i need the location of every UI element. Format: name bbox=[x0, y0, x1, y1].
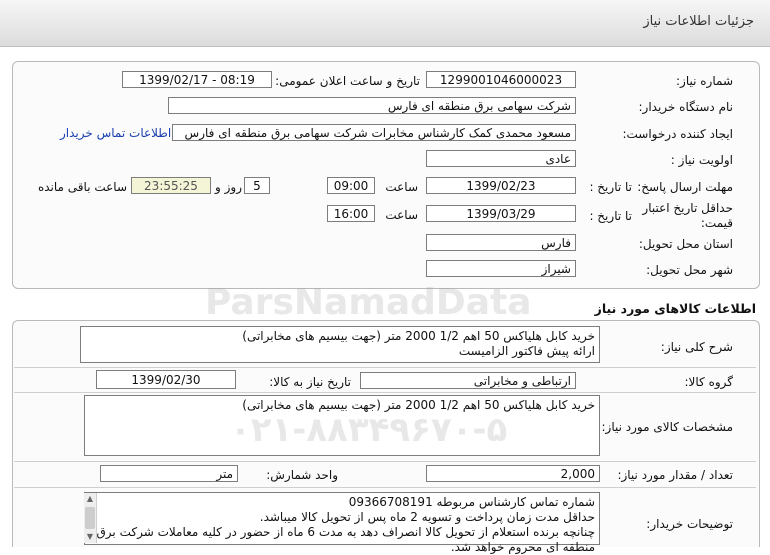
scroll-thumb[interactable] bbox=[85, 507, 95, 529]
deadline-time-field: 09:00 bbox=[327, 177, 375, 194]
announce-datetime-label: تاریخ و ساعت اعلان عمومی: bbox=[275, 74, 420, 88]
announce-datetime-field: 1399/02/17 - 08:19 bbox=[122, 71, 272, 88]
page-header bbox=[0, 0, 770, 47]
page-title: جزئیات اطلاعات نیاز bbox=[643, 14, 754, 29]
divider bbox=[14, 392, 756, 393]
remaining-time-field: 23:55:25 bbox=[131, 177, 211, 194]
quantity-label: تعداد / مقدار مورد نیاز: bbox=[617, 468, 733, 482]
notes-line: حداقل مدت زمان پرداخت و تسویه 2 ماه پس از تحویل کالا میباشد. bbox=[259, 510, 595, 524]
deadline-hour-label: ساعت bbox=[385, 180, 418, 194]
divider bbox=[14, 461, 756, 462]
scroll-down-icon[interactable]: ▼ bbox=[86, 532, 94, 541]
unit-label: واحد شمارش: bbox=[266, 468, 338, 482]
notes-line: منطقه ای محروم خواهد شد. bbox=[450, 540, 595, 554]
city-label: شهر محل تحویل: bbox=[646, 263, 733, 277]
deadline-date-field: 1399/02/23 bbox=[426, 177, 576, 194]
remaining-days-field: 5 bbox=[244, 177, 270, 194]
notes-scrollbar[interactable] bbox=[84, 493, 97, 543]
deadline-label: مهلت ارسال پاسخ: bbox=[637, 180, 733, 194]
notes-line: شماره تماس کارشناس مربوطه 09366708191 bbox=[348, 495, 595, 509]
divider bbox=[14, 367, 756, 368]
need-date-field: 1399/02/30 bbox=[96, 370, 236, 389]
summary-line: ارائه پیش فاکتور الزامیست bbox=[458, 344, 595, 358]
buyer-notes-label: توضیحات خریدار: bbox=[646, 517, 733, 531]
goods-specs-text: خرید کابل هلیاکس 50 اهم 1/2 2000 متر (جهت بیسیم های مخابراتی) bbox=[242, 398, 595, 412]
goods-group-label: گروه کالا: bbox=[684, 375, 733, 389]
buyer-contact-link[interactable]: اطلاعات تماس خریدار bbox=[60, 126, 172, 140]
priority-label: اولویت نیاز : bbox=[670, 153, 733, 167]
city-field: شیراز bbox=[426, 260, 576, 277]
notes-line: چنانچه برنده استعلام از تحویل کالا انصراف دهد به مدت 6 ماه از حضور در کلیه معاملات شرکت برق bbox=[96, 525, 595, 539]
buyer-org-field: شرکت سهامی برق منطقه ای فارس bbox=[168, 97, 576, 114]
price-validity-label-text: حداقل تاریخ اعتبار قیمت: bbox=[642, 201, 733, 230]
validity-to-date-label: تا تاریخ : bbox=[589, 209, 632, 223]
priority-field: عادی bbox=[426, 150, 576, 167]
quantity-field: 2,000 bbox=[426, 465, 600, 482]
validity-time-field: 16:00 bbox=[327, 205, 375, 222]
goods-group-field: ارتباطی و مخابراتی bbox=[360, 372, 576, 389]
goods-section-title: اطلاعات کالاهای مورد نیاز bbox=[594, 301, 756, 316]
goods-specs-label: مشخصات کالای مورد نیاز: bbox=[601, 420, 733, 434]
watermark-phone: ۰۲۱-۸۸۳۴۹۶۷۰-۵ bbox=[230, 410, 508, 450]
need-info-panel bbox=[12, 61, 760, 289]
unit-field: متر bbox=[100, 465, 238, 482]
validity-hour-label: ساعت bbox=[385, 208, 418, 222]
need-date-label: تاریخ نیاز به کالا: bbox=[269, 375, 351, 389]
deadline-to-date-label: تا تاریخ : bbox=[589, 180, 632, 194]
requester-label: ایجاد کننده درخواست: bbox=[622, 127, 733, 141]
province-label: استان محل تحویل: bbox=[638, 237, 733, 251]
buyer-org-label: نام دستگاه خریدار: bbox=[638, 100, 733, 114]
need-number-field: 1299001046000023 bbox=[426, 71, 576, 88]
days-label: روز و bbox=[215, 180, 242, 194]
divider bbox=[14, 487, 756, 488]
remaining-label: ساعت باقی مانده bbox=[37, 180, 127, 194]
scroll-up-icon[interactable]: ▲ bbox=[86, 494, 94, 503]
validity-date-field: 1399/03/29 bbox=[426, 205, 576, 222]
summary-field bbox=[80, 326, 600, 363]
need-number-label: شماره نیاز: bbox=[676, 74, 733, 88]
watermark-brand: ParsNamadData bbox=[205, 282, 532, 323]
province-field: فارس bbox=[426, 234, 576, 251]
requester-field: مسعود محمدی کمک کارشناس مخابرات شرکت سهامی برق منطقه ای فارس bbox=[172, 124, 576, 141]
summary-label: شرح کلی نیاز: bbox=[660, 340, 733, 354]
summary-line: خرید کابل هلیاکس 50 اهم 1/2 2000 متر (جهت بیسیم های مخابراتی) bbox=[242, 329, 595, 343]
buyer-notes-field[interactable] bbox=[84, 492, 600, 554]
price-validity-label bbox=[633, 201, 733, 231]
goods-specs-field bbox=[84, 395, 600, 456]
